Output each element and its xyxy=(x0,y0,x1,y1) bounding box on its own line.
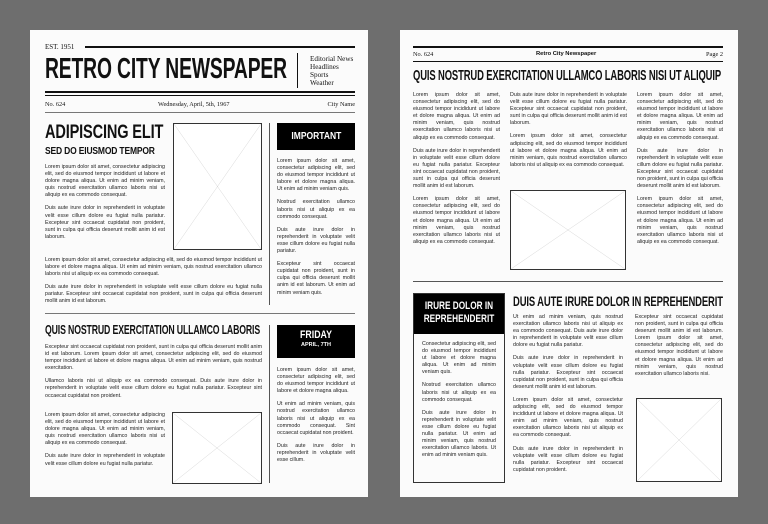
divider xyxy=(413,61,723,62)
paragraph: Duis aute irure dolor in reprehenderit in voluptate velit esse cillum. xyxy=(277,442,355,464)
newspaper-page-1 xyxy=(30,30,368,497)
paragraph: Ullamco laboris nisi ut aliquip ex ea commodo consequat. Duis aute irure dolor in reprehenderit in voluptate velit esse cillum dolore eu fugiat nulla pariatur. Excepteur sint occaecat cupidatat non proident. xyxy=(45,378,262,399)
article-column-3 xyxy=(637,92,723,252)
divider xyxy=(45,91,355,93)
sidebar-box xyxy=(413,293,505,483)
article-column-2 xyxy=(510,92,627,175)
paragraph: Nostrud exercitation ullamco laboris nisi ut aliquip ex ea commodo consequat. xyxy=(277,199,355,220)
divider xyxy=(269,123,270,305)
paragraph: Duis aute irure dolor in reprehenderit in voluptate velit esse cillum dolore eu fugiat nulla pariatur. Excepteur sint occaecat cupidatat non proident, sunt in culpa qui officia deserunt mollit anim id est laborum. xyxy=(413,147,500,190)
paragraph: Duis aute irure dolor in reprehenderit in voluptate velit esse cillum dolore eu fugiat nulla pariatur. Excepteur sint occaecat cupidatat non proident, sunt in culpa qui officia deserunt mollit anim id est laborum. xyxy=(513,355,623,390)
box-title-text: IRURE DOLOR IN REPREHENDERIT xyxy=(423,300,495,325)
paragraph: Lorem ipsum dolor sit amet, consectetur adipiscing elit, sed do eiusmod tempor incididunt ut labore et dolore magna aliqua. Ut enim ad minim veniam, quis nostrud exercitation ullamco laboris nisi ut aliquip ex ea commodo consequat. xyxy=(637,92,723,141)
paragraph: Excepteur sint occaecat cupidatat non proident, sunt in culpa qui officia deserunt mollit anim id est laborum. Lorem ipsum dolor sit amet, consectetur adipiscing elit, sed do eiusmod tempor incididunt ut labore et dolore magna aliqua. Ut enim ad minim veniam, quis nostrud exercitation ullamco laboris nisi. xyxy=(635,314,723,377)
paragraph: Excepteur sint occaecat cupidatat non proident, sunt in culpa qui officia deserunt mollit anim id est laborum. Lorem ipsum dolor sit amet, consectetur adipiscing elit, sed do eiusmod tempor incididunt ut labore et dolore magna aliqua. Ut enim ad minim veniam, quis nostrud exercitation. xyxy=(45,344,262,372)
paragraph: Duis aute irure dolor in reprehenderit in voluptate velit esse cillum dolore eu fugiat nulla pariatur. Excepteur sint occaecat cupidatat non proident. xyxy=(513,445,623,473)
paragraph: Nostrud exercitation ullamco laboris nisi ut aliquip ex ea commodo consequat. xyxy=(422,382,496,403)
issue-number: No. 624 xyxy=(413,51,434,58)
divider xyxy=(413,281,723,282)
paragraph: Lorem ipsum dolor sit amet, consectetur adipiscing elit, sed do eiusmod tempor incididunt ut labore et dolore magna aliqua. xyxy=(277,367,355,395)
date-banner xyxy=(277,325,355,358)
image-placeholder xyxy=(172,412,262,484)
important-banner xyxy=(277,123,355,150)
section-headline: DUIS AUTE IRURE DOLOR IN REPREHENDERIT xyxy=(513,293,723,309)
section-link[interactable]: Headlines xyxy=(310,63,339,71)
paragraph: Ut enim ad minim veniam, quis nostrud exercitation ullamco laboris nisi ut aliquip ex ea commodo consequat. Duis aute irure dolor in reprehenderit in voluptate velit esse cillum dolore eu fugiat nulla pariatur. xyxy=(513,314,623,349)
issue-date: Wednesday, April, 5th, 1967 xyxy=(158,101,230,108)
article-right-column xyxy=(635,314,723,384)
paragraph: Lorem ipsum dolor sit amet, consectetur adipiscing elit, sed do eiusmod tempor incididunt ut labore et dolore magna aliqua. Ut enim ad minim veniam quis. xyxy=(277,158,355,193)
page-number: Page 2 xyxy=(706,51,723,58)
paragraph: Duis aute irure dolor in reprehenderit in voluptate velit esse cillum dolore eu fugiat nulla pariatur. Excepteur sint occaecat cupidatat non proident, sunt in culpa qui officia deserunt mollit anim id est laborum. xyxy=(45,284,262,305)
issue-number: No. 624 xyxy=(45,101,66,108)
paragraph: Duis aute irure dolor in reprehenderit in voluptate velit esse cillum dolore eu fugiat nulla pariatur. Excepteur sint occaecat cupidatat non proident, sunt in culpa qui officia deserunt mollit anim id est laborum. xyxy=(510,92,627,127)
paragraph: Lorem ipsum dolor sit amet, consectetur adipiscing elit, sed do eiusmod tempor incididunt ut labore et dolore magna aliqua. Ut enim ad minim veniam, quis nostrud exercitation ullamco laboris nisi ut aliquip ex ea commodo consequat. xyxy=(45,412,165,447)
banner-label: IMPORTANT xyxy=(291,131,341,142)
sub-headline: SED DO EIUSMOD TEMPOR xyxy=(45,146,155,157)
friday-column xyxy=(277,367,355,470)
established-label: EST. 1951 xyxy=(45,43,75,51)
divider xyxy=(45,112,355,113)
divider xyxy=(45,313,355,314)
section-headline: QUIS NOSTRUD EXERCITATION ULLAMCO LABORIS xyxy=(45,323,260,337)
paragraph: Excepteur sint occaecat cupidatat non proident, sunt in culpa qui officia deserunt mollit anim id est laborum. Ut enim ad minim veniam quis. xyxy=(277,261,355,296)
image-placeholder xyxy=(636,398,722,482)
paragraph: Duis aute irure dolor in reprehenderit in voluptate velit esse cillum dolore eu fugiat nulla pariatur. Ut enim ad minim veniam, quis nostrud exercitation ullamco laboris. Ut enim ad minim veniam quis. xyxy=(422,409,496,459)
section-left-column xyxy=(45,412,165,474)
paragraph: Lorem ipsum dolor sit amet, consectetur adipiscing elit, sed do eiusmod tempor incididunt ut labore et dolore magna aliqua. Ut enim ad minim veniam, quis nostrud exercitation ullamco laboris nisi ut aliquip ex ea commodo consequat. xyxy=(413,196,500,245)
wide-article xyxy=(45,257,262,312)
section-link[interactable]: Sports xyxy=(310,71,329,79)
image-placeholder xyxy=(510,190,626,270)
image-placeholder xyxy=(173,123,262,250)
divider xyxy=(45,95,355,96)
day-label: FRIDAY xyxy=(300,329,332,341)
paragraph: Duis aute irure dolor in reprehenderit in voluptate velit esse cillum dolore eu fugiat nulla pariatur. xyxy=(45,453,165,467)
divider xyxy=(85,46,355,48)
paragraph: Lorem ipsum dolor sit amet, consectetur adipiscing elit, sed do eiusmod tempor incididunt ut labore et dolore magna aliqua. Ut enim ad minim veniam, quis nostrud exercitation ullamco laboris nisi ut aliquip ex ea commodo consequat. xyxy=(510,133,627,168)
paragraph: Consectetur adipiscing elit, sed do eiusmod tempor incididunt ut labore et dolore magna aliqua. Ut enim ad minim veniam quis. xyxy=(422,341,496,376)
masthead-title: RETRO CITY NEWSPAPER xyxy=(45,53,287,85)
paragraph: Lorem ipsum dolor sit amet, consectetur adipiscing elit, sed do eiusmod tempor incididunt ut labore et dolore magna aliqua. Ut enim ad minim veniam, quis nostrud exercitation ullamco laboris nisi ut aliquip ex ea commodo consequat. xyxy=(45,257,262,278)
paragraph: Duis aute irure dolor in reprehenderit in voluptate velit esse cillum dolore eu fugiat nulla pariatur. Excepteur sint occaecat cupidatat non proident, sunt in culpa qui officia deserunt mollit anim id est laborum. xyxy=(637,147,723,190)
section-link[interactable]: Editorial News xyxy=(310,55,354,63)
lead-article xyxy=(45,164,165,247)
divider xyxy=(413,46,723,48)
article-middle-column xyxy=(513,314,623,480)
masthead-sections xyxy=(310,55,353,87)
main-headline: ADIPISCING ELIT xyxy=(45,122,164,143)
city-name: City Name xyxy=(327,101,355,108)
paragraph: Duis aute irure dolor in reprehenderit in voluptate velit esse cillum dolore eu fugiat nulla pariatur. Excepteur sint occaecat cupidatat non proident, sunt in culpa qui officia deserunt mollit anim id est laborum. xyxy=(45,205,165,240)
paragraph: Duis aute irure dolor in reprehenderit in voluptate velit esse cillum dolore eu fugiat nulla pariatur. xyxy=(277,226,355,255)
newspaper-page-2 xyxy=(400,30,738,497)
paragraph: Lorem ipsum dolor sit amet, consectetur adipiscing elit, sed do eiusmod tempor incididunt ut labore et dolore magna aliqua. Ut enim ad minim veniam, quis nostrud exercitation ullamco laboris nisi ut aliquip ex ea commodo consequat. xyxy=(637,196,723,245)
section-link[interactable]: Weather xyxy=(310,79,334,87)
sidebar-box-title xyxy=(414,294,504,334)
article-column-1 xyxy=(413,92,500,252)
sidebar-box-text xyxy=(422,341,496,465)
important-column xyxy=(277,158,355,303)
paragraph: Lorem ipsum dolor sit amet, consectetur adipiscing elit, sed do eiusmod tempor incididunt ut labore et dolore magna aliqua. Ut enim ad minim veniam, quis nostrud exercitation ullamco laboris nisi ut aliquip ex ea commodo consequat. xyxy=(45,164,165,199)
page2-headline: QUIS NOSTRUD EXERCITATION ULLAMCO LABORIS NISI UT ALIQUIP xyxy=(413,67,721,84)
paragraph: Ut enim ad minim veniam, quis nostrud exercitation ullamco laboris nisi ut aliquip ex ea commodo consequat. Sint occaecat cupidatat non proident. xyxy=(277,401,355,436)
day-date: APRIL, 7TH xyxy=(301,342,331,348)
paragraph: Lorem ipsum dolor sit amet, consectetur adipiscing elit, sed do eiusmod tempor incididunt ut labore et dolore magna aliqua. Ut enim ad minim veniam, quis nostrud exercitation ullamco laboris nisi ut aliquip ex ea commodo consequat. xyxy=(413,92,500,141)
divider xyxy=(269,325,270,483)
section-article xyxy=(45,344,262,406)
paper-name: Retro City Newspaper xyxy=(536,51,597,57)
paragraph: Lorem ipsum dolor sit amet, consectetur adipiscing elit, sed do eiusmod tempor incididunt ut labore et dolore magna aliqua. Ut enim ad minim veniam, quis nostrud exercitation ullamco laboris nisi ut aliquip ex ea commodo consequat. xyxy=(513,396,623,439)
divider xyxy=(297,53,298,88)
